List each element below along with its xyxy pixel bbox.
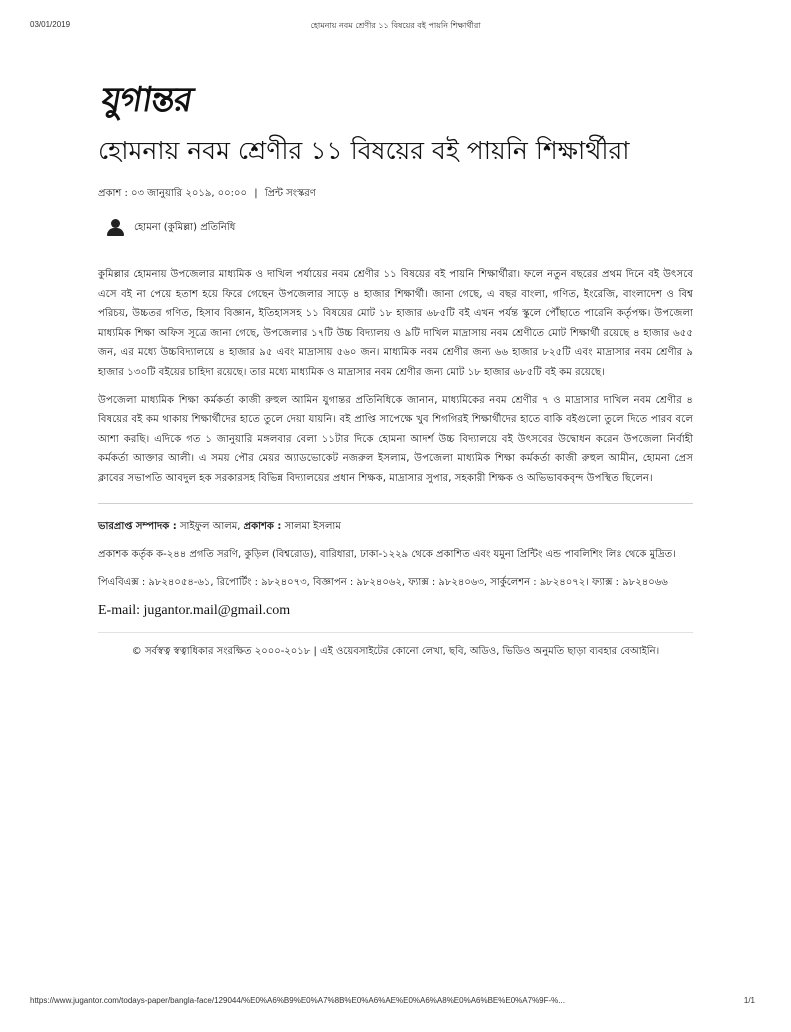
editor-row	[98, 518, 693, 536]
masthead	[98, 80, 693, 120]
print-url: https://www.jugantor.com/todays-paper/bangla-face/129044/%E0%A6%B9%E0%A7%8B%E0%A6%AE%E0%A6%A8%E0%A6%BE%E0%A7%9F-%...	[30, 996, 565, 1005]
edition-label: প্রিন্ট সংস্করণ	[264, 188, 316, 199]
divider	[98, 503, 693, 504]
contact-email[interactable]: E-mail: jugantor.mail@gmail.com	[98, 602, 291, 618]
publisher-address: প্রকাশক কর্তৃক ক-২৪৪ প্রগতি সরণি, কুড়িল (বিশ্বরোড), বারিধারা, ঢাকা-১২২৯ থেকে প্রকাশিত এবং যমুনা প্রিন্টিং এন্ড পাবলিশিং লিঃ থেকে মুদ্রিত।	[98, 548, 676, 560]
publisher-label: প্রকাশক :	[243, 520, 282, 532]
newspaper-logo[interactable]: যুগান্তর	[98, 80, 196, 120]
published-date: প্রকাশ : ০৩ জানুয়ারি ২০১৯, ০০:০০	[98, 188, 248, 199]
user-icon	[106, 219, 126, 237]
article-paragraph: উপজেলা মাধ্যমিক শিক্ষা কর্মকর্তা কাজী রুহুল আমিন যুগান্তর প্রতিনিধিকে জানান, মাধ্যমিকের নবম শ্রেণীর ৭ ও মাদ্রাসার দাখিল নবম শ্রেণীর ৪ বিষয়ের বই কম থাকায় শিক্ষার্থীদের হাতে তুলে দেয়া যায়নি। বই প্রাপ্তি সাপেক্ষে খুব শিগগিরই শিক্ষার্থীদের হাতে বাকি বইগুলো তুলে দিতে পারব বলে আশা করছি। এদিকে গত ১ জানুয়ারি মঙ্গলবার বেলা ১১টার দিকে হোমনা আদর্শ উচ্চ বিদ্যালয়ে বই উৎসবের উদ্বোধন করেন উপজেলা নির্বাহী কর্মকর্তা আক্তার আলী। এ সময় পৌর মেয়র অ্যাডভোকেট নজরুল ইসলাম, উপজেলা মাধ্যমিক শিক্ষা কর্মকর্তা কাজী রুহুল আমীন, হোমনা প্রেস ক্লাবের সভাপতি আবদুল হক সরকারসহ বিভিন্ন বিদ্যালয়ের প্রধান শিক্ষক, মাদ্রাসার সুপার, সহকারী শিক্ষক ও অভিভাবকবৃন্দ উপস্থিত ছিলেন।	[98, 394, 693, 484]
print-page-number: 1/1	[743, 996, 755, 1005]
print-header	[0, 0, 791, 40]
site-footer	[98, 518, 693, 661]
article-meta	[98, 186, 693, 203]
author-byline	[98, 219, 693, 237]
print-footer	[0, 996, 791, 1032]
contact-phones: পিএবিএক্স : ৯৮২৪০৫৪-৬১, রিপোর্টিং : ৯৮২৪০৭৩, বিজ্ঞাপন : ৯৮২৪০৬২, ফ্যাক্স : ৯৮২৪০৬৩, সার্কুলেশন : ৯৮২৪০৭২। ফ্যাক্স : ৯৮২৪০৬৬	[98, 576, 668, 588]
copyright-notice: © সর্বস্বত্ব স্বত্বাধিকার সংরক্ষিত ২০০০-২০১৮ | এই ওয়েবসাইটের কোনো লেখা, ছবি, অডিও, ভিডিও অনুমতি ছাড়া ব্যবহার বেআইনি।	[131, 645, 660, 657]
print-title: হোমনায় নবম শ্রেণীর ১১ বিষয়ের বই পায়নি শিক্ষার্থীরা	[310, 21, 481, 30]
article-body	[98, 265, 693, 489]
author-name: হোমনা (কুমিল্লা) প্রতিনিধি	[134, 221, 236, 233]
page-content	[98, 80, 693, 661]
publisher-name: সালমা ইসলাম	[284, 520, 341, 532]
divider	[98, 632, 693, 633]
article-paragraph: কুমিল্লার হোমনায় উপজেলার মাধ্যমিক ও দাখিল পর্যায়ের নবম শ্রেণীর ১১ বিষয়ের বই পায়নি শিক্ষার্থীরা। ফলে নতুন বছরের প্রথম দিনে বই উৎসবে এসে বই না পেয়ে হতাশ হয়ে ফিরে গেছেন উপজেলার সাড়ে ৪ হাজার শিক্ষার্থী। জানা গেছে, এ বছর বাংলা, গণিত, ইংরেজি, বাংলাদেশ ও বিশ্ব পরিচয়, উচ্চতর গণিত, হিসাব বিজ্ঞান, ইতিহাসসহ ১১ বিষয়ের মোট ১৮ হাজার ৬৮৫টি বই এখন পর্যন্ত স্কুলে পৌঁছাতে পারেনি কর্তৃপক্ষ। উপজেলা মাধ্যমিক শিক্ষা অফিস সূত্রে জানা গেছে, উপজেলার ১৭টি উচ্চ বিদ্যালয় ও ৯টি দাখিল মাদ্রাসায় নবম শ্রেণীতে মোট শিক্ষার্থী রয়েছে ৪ হাজার ৬৫৫ জন, এর মধ্যে উচ্চবিদ্যালয়ে ৪ হাজার ৯৫ এবং মাদ্রাসায় ৫৬০ জন। মাধ্যমিক নবম শ্রেণীর জন্য ৬৬ হাজার ৮২৫টি এবং মাদ্রাসার নবম শ্রেণীর ৯ হাজার ১৩০টি বইয়ের চাহিদা রয়েছে। তার মধ্যে মাধ্যমিক ও মাদ্রাসার নবম শ্রেণীর জন্য মোট ১৮ হাজার ৬৮৫টি বই কম রয়েছে।	[98, 269, 693, 378]
article-headline: হোমনায় নবম শ্রেণীর ১১ বিষয়ের বই পায়নি শিক্ষার্থীরা	[98, 136, 630, 165]
meta-separator: |	[254, 188, 258, 199]
editor-label: ভারপ্রাপ্ত সম্পাদক :	[98, 520, 177, 532]
print-date: 03/01/2019	[30, 20, 71, 29]
editor-name: সাইফুল আলম,	[179, 520, 241, 532]
